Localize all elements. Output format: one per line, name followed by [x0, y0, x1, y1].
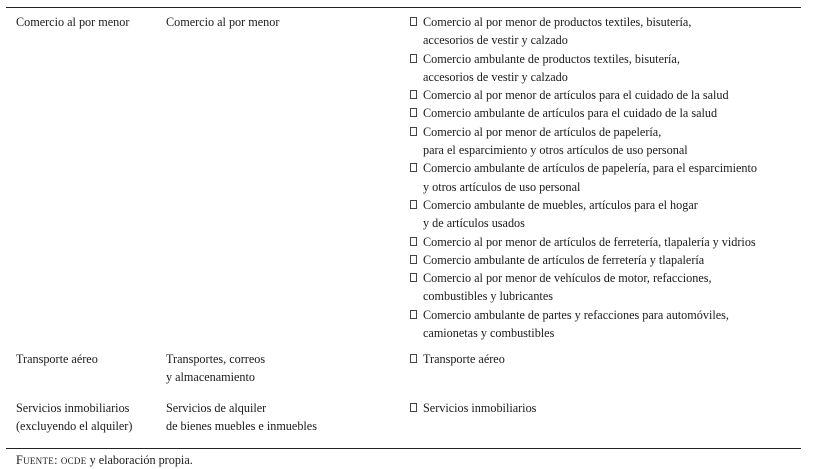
sector-text: Transporte aéreo	[16, 352, 98, 366]
activity-item	[410, 269, 810, 306]
source-acronym: ocde	[60, 453, 87, 467]
sector-text: Servicios inmobiliarios	[16, 401, 130, 415]
activity-item	[410, 306, 810, 343]
activities-cell	[410, 350, 810, 368]
activity-line: Comercio al por menor de artículos de ferretería, tlapalería y vidrios	[423, 234, 756, 249]
sector-text: (excluyendo el alquiler)	[16, 419, 133, 434]
activity-item	[410, 159, 810, 196]
activity-line: Comercio al por menor de artículos de papelería,	[423, 124, 662, 139]
category-cell	[166, 399, 401, 436]
category-text: de bienes muebles e inmuebles	[166, 419, 317, 434]
table-bottom-rule	[6, 448, 801, 449]
activities-cell	[410, 13, 810, 342]
checkbox-icon	[410, 163, 417, 172]
table-top-rule	[6, 7, 801, 8]
checkbox-icon	[410, 255, 417, 264]
checkbox-icon	[410, 310, 417, 319]
activity-item	[410, 233, 810, 251]
activity-line: Comercio ambulante de artículos de ferretería y tlapalería	[423, 252, 705, 267]
activity-line: Comercio al por menor de artículos para el cuidado de la salud	[423, 88, 729, 103]
activity-item	[410, 350, 810, 368]
activity-item	[410, 50, 810, 87]
activity-line: y otros artículos de uso personal	[423, 179, 581, 194]
activity-item	[410, 86, 810, 104]
activity-line: Comercio ambulante de partes y refacciones para automóviles,	[423, 307, 729, 322]
source-rest: y elaboración propia.	[86, 453, 193, 467]
sector-text: Comercio al por menor	[16, 15, 130, 29]
activity-line: accesorios de vestir y calzado	[423, 33, 568, 48]
activities-cell	[410, 399, 810, 417]
activity-line: Comercio ambulante de productos textiles, bisutería,	[423, 51, 680, 66]
activity-line: Comercio ambulante de artículos de papelería, para el esparcimiento	[423, 161, 757, 176]
activity-line: Servicios inmobiliarios	[423, 401, 537, 415]
checkbox-icon	[410, 108, 417, 117]
category-text: Servicios de alquiler	[166, 401, 267, 415]
category-text: y almacenamiento	[166, 370, 255, 385]
category-cell	[166, 13, 401, 31]
checkbox-icon	[410, 17, 417, 26]
activity-line: combustibles y lubricantes	[423, 289, 553, 304]
checkbox-icon	[410, 273, 417, 282]
checkbox-icon	[410, 90, 417, 99]
checkbox-icon	[410, 403, 417, 412]
checkbox-icon	[410, 354, 417, 363]
activity-item	[410, 399, 810, 417]
category-cell	[166, 350, 401, 387]
activity-item	[410, 196, 810, 233]
sector-cell	[16, 13, 161, 31]
activity-line: Comercio ambulante de artículos para el cuidado de la salud	[423, 106, 718, 121]
activity-item	[410, 104, 810, 122]
activity-item	[410, 123, 810, 160]
checkbox-icon	[410, 200, 417, 209]
activity-line: y de artículos usados	[423, 216, 525, 231]
activity-line: Comercio al por menor de productos textiles, bisutería,	[423, 15, 692, 29]
checkbox-icon	[410, 237, 417, 246]
sector-cell	[16, 399, 161, 436]
checkbox-icon	[410, 54, 417, 63]
source-label: Fuente:	[16, 453, 58, 467]
activity-line: Comercio ambulante de muebles, artículos para el hogar	[423, 197, 698, 212]
activity-line: Transporte aéreo	[423, 352, 505, 366]
activity-line: accesorios de vestir y calzado	[423, 69, 568, 84]
category-text: Transportes, correos	[166, 352, 266, 366]
sector-cell	[16, 350, 161, 368]
activity-item	[410, 251, 810, 269]
category-text: Comercio al por menor	[166, 15, 280, 29]
activity-item	[410, 13, 810, 50]
activity-line: para el esparcimiento y otros artículos de uso personal	[423, 143, 688, 158]
activity-line: Comercio al por menor de vehículos de motor, refacciones,	[423, 271, 712, 286]
checkbox-icon	[410, 127, 417, 136]
activity-line: camionetas y combustibles	[423, 326, 555, 341]
source-note	[16, 452, 193, 468]
